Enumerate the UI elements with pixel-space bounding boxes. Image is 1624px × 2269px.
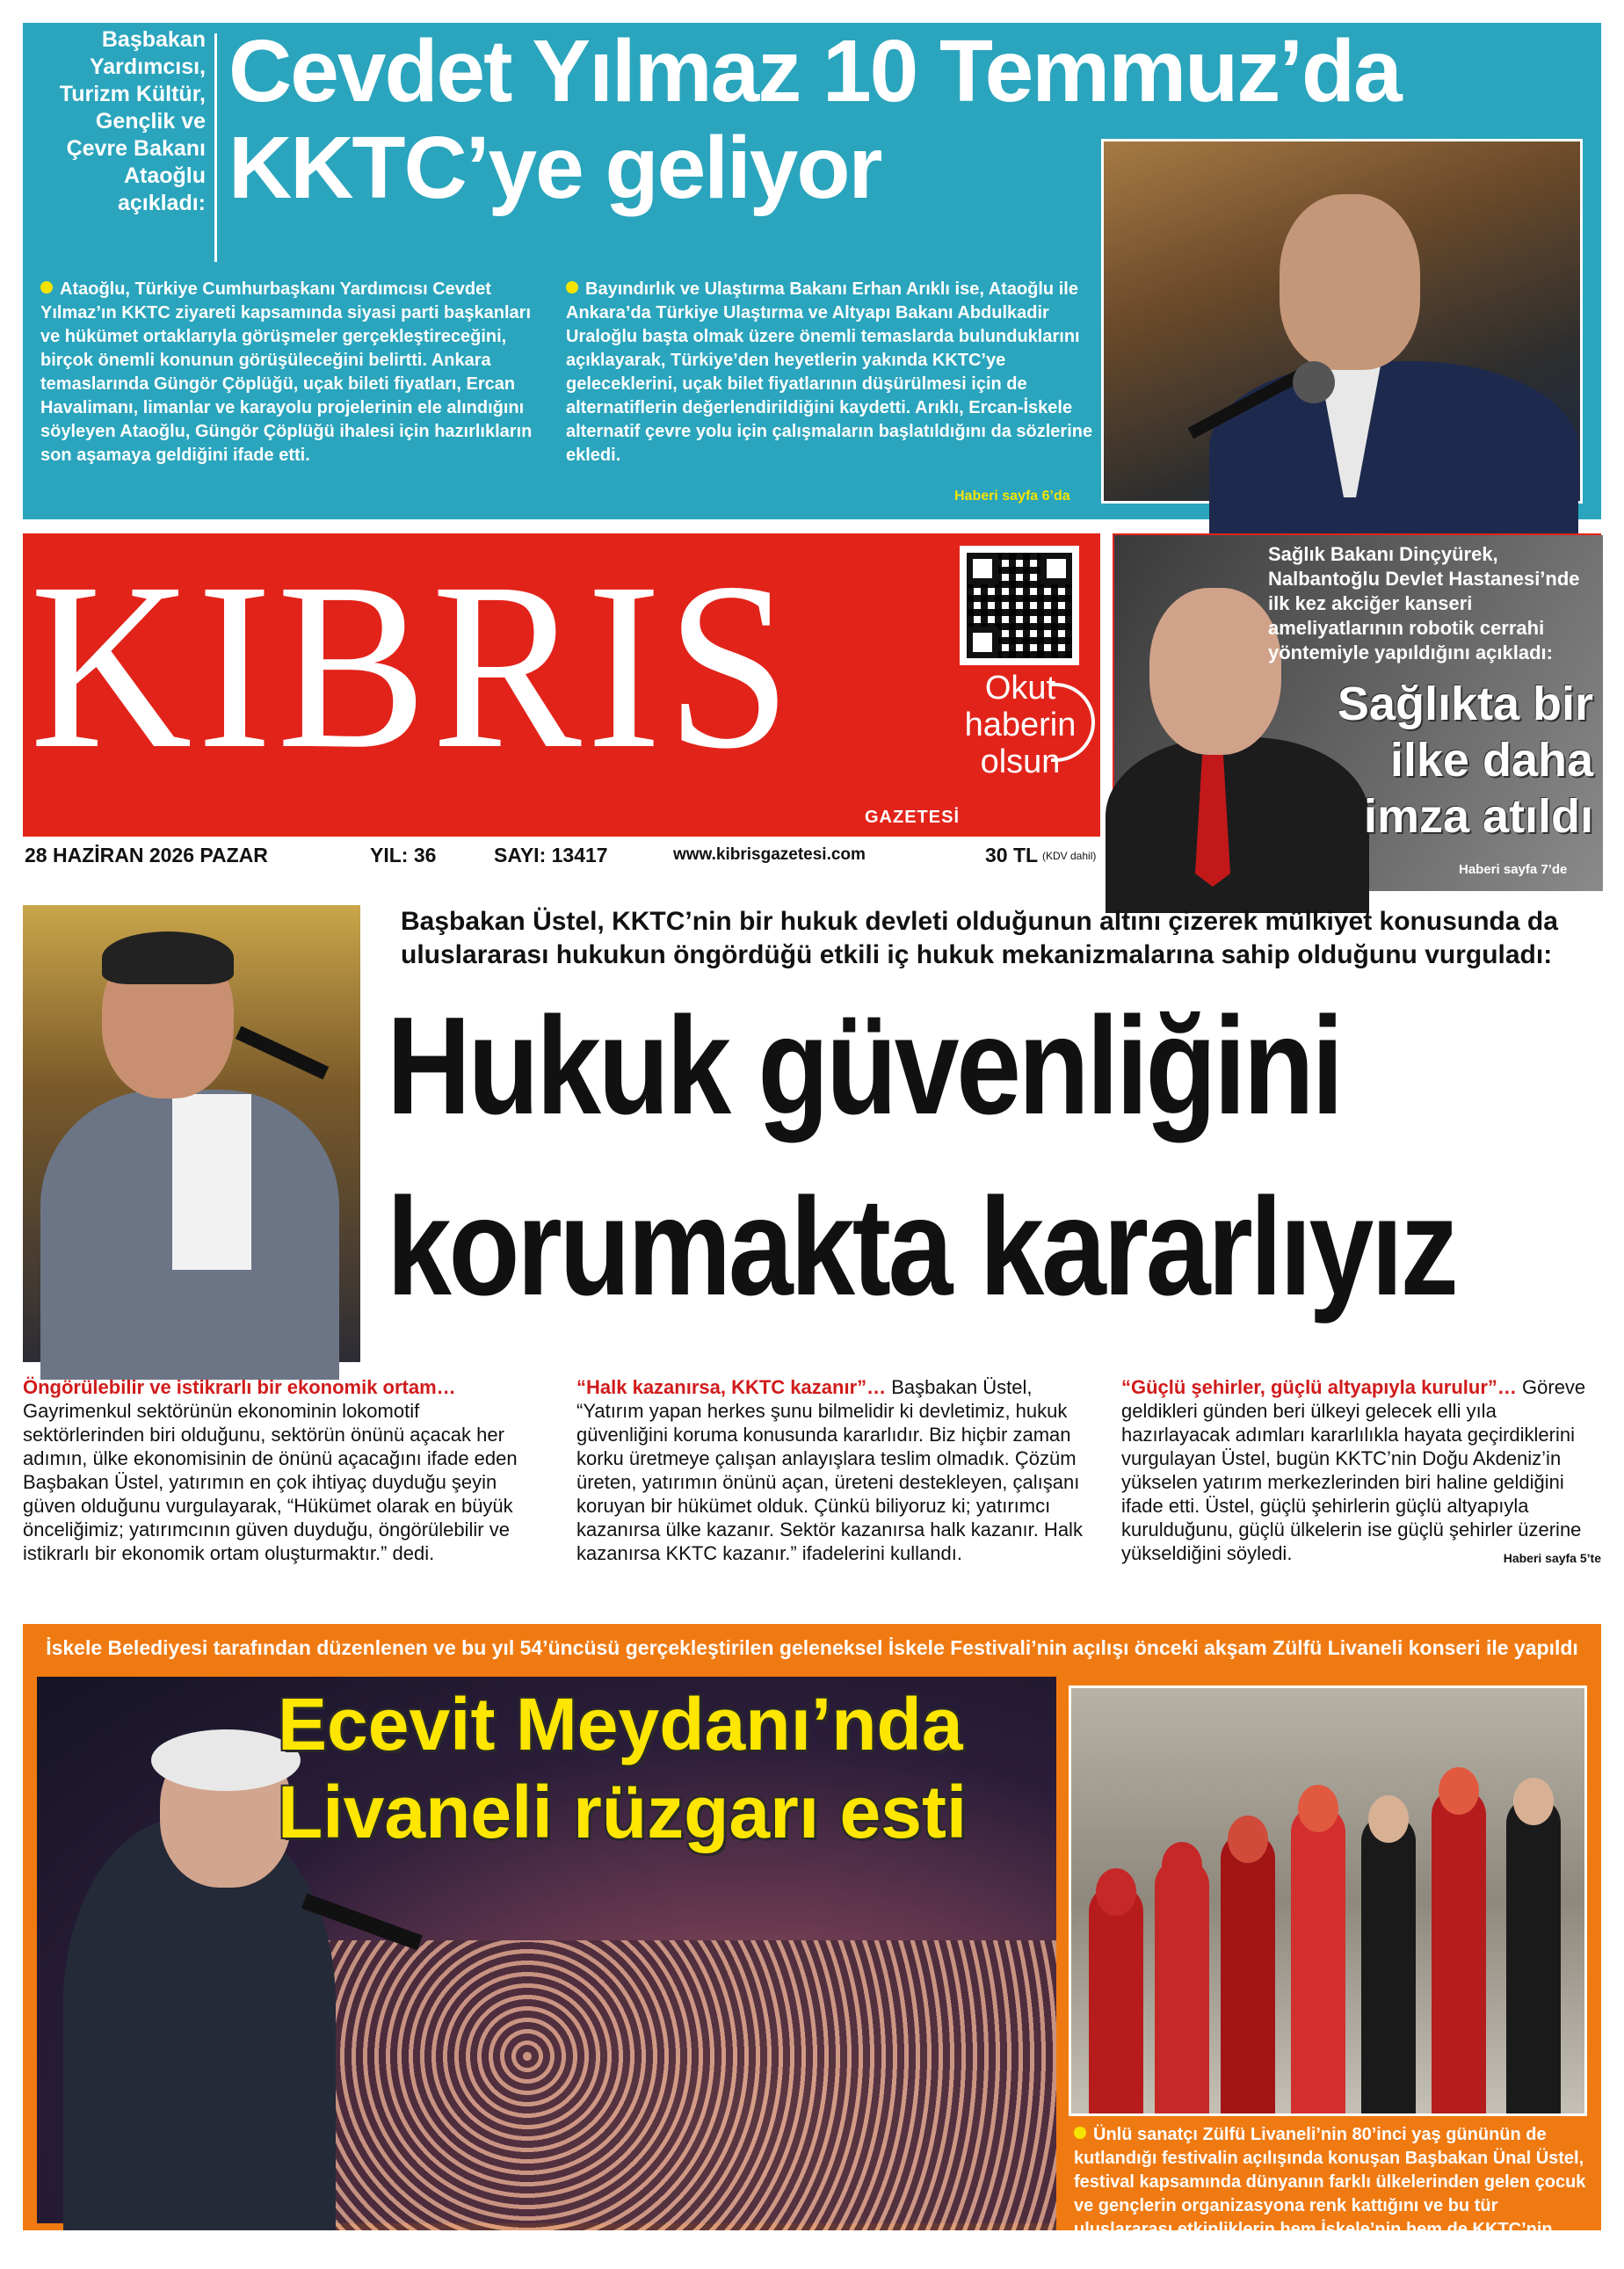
main-story-page-ref[interactable]: Haberi sayfa 5’te [1503, 1551, 1601, 1565]
headline-line: Cevdet Yılmaz 10 Temmuz’da [228, 22, 1401, 120]
festival-page-ref[interactable]: Haberi sayfa 13’te [1480, 2250, 1592, 2265]
paragraph: Ataoğlu, Türkiye Cumhurbaşkanı Yardımcısı Cevdet Yılmaz’ın KKTC ziyareti kapsamında siyasi parti başkanları ve hükümet ortaklarıyla görüşmeler gerçekleştireceğini, birçok önemli konunun görüşüleceğini belirtti. Ankara temaslarında Güngör Çöplüğü, uçak bileti fiyatları, Ercan Havalimanı, limanlar ve karayolu projelerinin ele alındığını söyleyen Ataoğlu, Güngör Çöplüğü ihalesi için hazırlıkların son aşamaya geldiğini ifade etti. [40, 279, 533, 465]
main-story-headline[interactable] [387, 975, 1456, 1337]
microphone-icon [236, 1026, 329, 1080]
top-story-text-col1 [40, 278, 550, 468]
paragraph-lead: “Güçlü şehirler, güçlü altyapıyla kurulur”… [1121, 1376, 1517, 1398]
issue-date: 28 HAZİRAN 2026 PAZAR [25, 844, 268, 866]
qr-code-icon[interactable] [960, 546, 1079, 665]
parade-photo[interactable] [1069, 1685, 1587, 2116]
festival-kicker: İskele Belediyesi tarafından düzenlenen ve bu yıl 54’üncüsü gerçekleştirilen geleneksel İskele Festivali’nin açılışı önceki akşam Zülfü Livaneli konseri ile yapıldı [46, 1636, 1578, 1659]
headline-line: Livaneli rüzgarı esti [278, 1771, 968, 1853]
photo-figure [1162, 1842, 1202, 1889]
photo-figure [172, 1094, 251, 1270]
top-story-box [23, 23, 1601, 519]
top-story-photo[interactable] [1101, 139, 1583, 504]
issue-price: 30 TL [985, 844, 1039, 866]
qr-finder [967, 553, 998, 584]
paragraph: Bayındırlık ve Ulaştırma Bakanı Erhan Arıklı ise, Ataoğlu ile Ankara’da Türkiye Ulaştırma ve Altyapı Bakanı Abdulkadir Uraloğlu başta olmak üzere önemli temaslarda bulunduklarını açıklayarak, Türkiye’den heyetlerin yakında KKTC’ye geleceklerini, uçak bilet fiyatlarının düşürülmesi için de alternatiflerin değerlendirildiğini kaydetti. Arıklı, Ercan-İskele alternatif çevre yolu için çalışmaların başlatıldığını da sözlerine ekledi. [566, 279, 1093, 465]
qr-finder [967, 627, 998, 658]
photo-figure [1149, 588, 1281, 755]
issue-number: SAYI: 13417 [494, 844, 608, 866]
health-story-kicker: Sağlık Bakanı Dinçyürek, Nalbantoğlu Devlet Hastanesi’nde ilk kez akciğer kanseri ameliyatlarının robotik cerrahi yöntemiyle yapıldığını açıkladı: [1268, 543, 1580, 663]
photo-figure [1368, 1795, 1409, 1843]
headline-line: Hukuk güvenliğini [387, 989, 1341, 1143]
paragraph-lead: Öngörülebilir ve istikrarlı bir ekonomik ortam… [23, 1376, 456, 1398]
health-story-headline [1286, 676, 1593, 845]
qr-prompt-line: Okut [984, 670, 1056, 707]
festival-caption [1074, 2123, 1592, 2269]
kicker-line: Çevre Bakanı [66, 136, 206, 161]
photo-figure [1228, 1816, 1268, 1863]
health-story-page-ref[interactable]: Haberi sayfa 7’de [1459, 862, 1568, 877]
issue-info-bar [23, 844, 1100, 874]
headline-line: Sağlıkta bir [1337, 678, 1593, 730]
headline-line: KKTC’ye geliyor [228, 119, 881, 217]
qr-finder [1040, 553, 1072, 584]
kicker-line: Gençlik ve [95, 109, 206, 134]
photo-figure [1221, 1832, 1275, 2113]
main-story-col3 [1121, 1375, 1601, 1570]
qr-prompt-line: haberin [964, 707, 1077, 743]
headline-line: imza atıldı [1363, 790, 1593, 843]
photo-figure [1506, 1797, 1561, 2113]
masthead [23, 533, 1100, 837]
microphone-icon [1293, 361, 1335, 403]
headline-line: korumakta kararlıyız [387, 1170, 1456, 1324]
bullet-icon [1074, 2127, 1086, 2139]
photo-figure [1361, 1815, 1416, 2113]
top-story-kicker [23, 26, 206, 217]
kicker-line: açıkladı: [117, 191, 206, 215]
issue-year: YIL: 36 [370, 844, 437, 866]
festival-headline[interactable] [278, 1680, 967, 1856]
photo-figure [1432, 1788, 1486, 2113]
paragraph: Ünlü sanatçı Zülfü Livaneli’nin 80’inci yaş gününün de kutlandığı festivalin açılışında konuşan Başbakan Ünal Üstel, festival kapsamında dünyanın farklı ülkelerinden gelen çocuk ve gençlerin organizasyona renk kattığını ve bu tür uluslararası etkinliklerin hem İskele’nin hem de KKTC’nin tanıtımına büyük katkı sağladığını ifade etti. [1074, 2125, 1586, 2263]
festival-story-box [23, 1624, 1601, 2265]
headline-line: Ecevit Meydanı’nda [278, 1683, 963, 1765]
top-story-text-col2 [566, 278, 1093, 468]
paragraph: Göreve geldikleri günden beri ülkeyi gelecek elli yıla hazırlayacak adımları kararlılıkla hayata geçirdiklerini vurgulayan Üstel, bugün KKTC’nin Doğu Akdeniz’in yükselen yatırım merkezlerinden biri haline geldiğini ifade etti. Üstel, güçlü şehirlerin güçlü altyapıyla kurulduğunu, güçlü ülkelerin ise güçlü şehirler üzerine yükseldiğini söyledi. [1121, 1376, 1586, 1564]
price-note: (KDV dahil) [1042, 850, 1097, 862]
photo-figure [1089, 1885, 1143, 2113]
brand-logo[interactable]: KIBRIS [30, 533, 797, 798]
kicker-line: Ataoğlu [123, 163, 206, 188]
photo-figure [1291, 1806, 1345, 2113]
photo-figure [1155, 1859, 1209, 2113]
main-story-photo[interactable] [23, 905, 360, 1362]
bullet-icon [566, 281, 578, 294]
qr-prompt-line: olsun [980, 743, 1061, 780]
photo-figure [1280, 194, 1420, 370]
brand-subtitle: GAZETESİ [865, 808, 961, 827]
top-story-page-ref[interactable]: Haberi sayfa 6’da [954, 489, 1070, 504]
main-story-col2 [576, 1375, 1084, 1565]
website-link[interactable]: www.kibrisgazetesi.com [673, 845, 866, 864]
kicker-line: Yardımcısı, [89, 54, 206, 79]
photo-figure [1096, 1868, 1136, 1916]
headline-line: ilke daha [1389, 734, 1593, 787]
paragraph: Gayrimenkul sektörünün ekonominin lokomotif sektörlerinden biri olduğunu, sektörün önünü açacak her adımın, ülke ekonomisinin de önünü açacağını ifade eden Başbakan Üstel, yatırımın en çok ihtiyaç duyduğu şeyin güven olduğunu vurgulayarak, “Hükümet olarak en büyük önceliğimiz; yatırımcının güven duyduğu, öngörülebilir ve istikrarlı bir ekonomik ortam oluşturmaktır.” dedi. [23, 1400, 518, 1564]
photo-figure [1298, 1785, 1338, 1832]
bullet-icon [40, 281, 53, 294]
paragraph: Başbakan Üstel, “Yatırım yapan herkes şunu bilmelidir ki devletimiz, hukuk güvenliğini koruma konusunda kararlıdır. Biz hiçbir zaman korku üretmeye çalışan anlayışlara teslim olmadık. Çözüm üreten, yatırımın önünü açan, üreteni destekleyen, çalışanı koruyan bir hükümet olduk. Çünkü biliyoruz ki; yatırımcı kazanırsa ülke kazanır. Sektör kazanırsa halk kazanır. Halk kazanırsa KKTC kazanır.” ifadelerini kullandı. [576, 1376, 1083, 1564]
photo-crowd [301, 1940, 1056, 2230]
photo-figure [1439, 1767, 1479, 1815]
kicker-divider [214, 33, 217, 262]
photo-figure [102, 932, 234, 984]
kicker-line: Başbakan [101, 27, 206, 52]
paragraph-lead: “Halk kazanırsa, KKTC kazanır”… [576, 1376, 887, 1398]
main-story-col1 [23, 1375, 540, 1565]
health-story-box[interactable] [1113, 533, 1601, 889]
main-story-kicker: Başbakan Üstel, KKTC’nin bir hukuk devleti olduğunun altını çizerek mülkiyet konusunda da uluslararası hukukun öngördüğü etkili iç hukuk mekanizmalarına sahip olduğunu vurguladı: [401, 907, 1558, 969]
kicker-line: Turizm Kültür, [59, 82, 206, 106]
photo-figure [1513, 1778, 1554, 1825]
